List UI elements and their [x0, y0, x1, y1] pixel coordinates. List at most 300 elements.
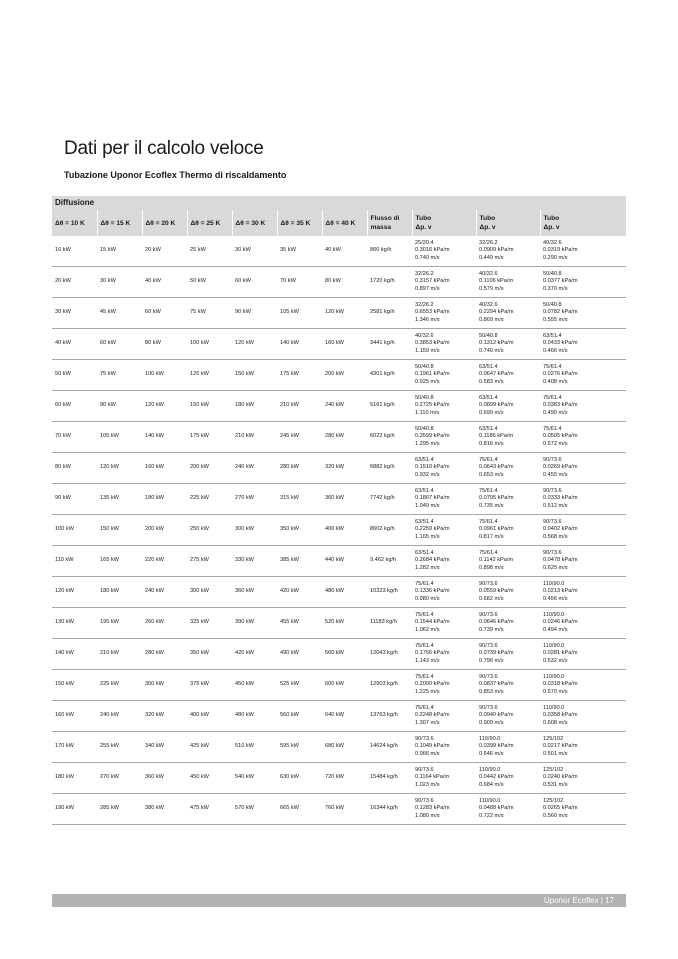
tube-value: 0.646 m/s [479, 750, 504, 757]
table-cell: 760 kW [322, 794, 367, 825]
tube-cell [476, 453, 540, 484]
table-subtitle: Tubazione Uponor Ecoflex Thermo di riscaldamento [64, 170, 287, 180]
table-cell: 130 kW [52, 608, 97, 639]
tube-value: 0.0318 kPa/m [543, 681, 578, 688]
table-cell: 120 kW [97, 453, 142, 484]
tube-value: 90/73.6 [543, 518, 562, 525]
table-cell: 175 kW [277, 360, 322, 391]
tube-value: 0.699 m/s [479, 409, 504, 416]
tube-value: 75/61.4 [415, 704, 434, 711]
tube-cell [540, 701, 626, 732]
page-title: Dati per il calcolo veloce [64, 138, 264, 159]
table-cell: 90 kW [232, 298, 277, 329]
tube-value: 0.0240 kPa/m [543, 774, 578, 781]
tube-value: 0.2248 kPa/m [415, 712, 450, 719]
tube-value: 0.932 m/s [415, 471, 440, 478]
tube-cell [540, 577, 626, 608]
tube-value: 0.568 m/s [543, 533, 568, 540]
table-cell: 200 kW [322, 360, 367, 391]
table-cell: 80 kW [322, 267, 367, 298]
tube-value: 1.295 m/s [415, 440, 440, 447]
table-cell: 665 kW [277, 794, 322, 825]
tube-cell [412, 484, 476, 515]
table-cell: 70 kW [52, 422, 97, 453]
table-cell: 360 kW [142, 763, 187, 794]
table-cell: 2581 kg/h [367, 298, 412, 329]
tube-cell [412, 298, 476, 329]
tube-value: 0.0739 kPa/m [479, 650, 514, 657]
tube-value: 0.0319 kPa/m [543, 247, 578, 254]
tube-value: 0.466 m/s [543, 347, 568, 354]
table-cell: 20 kW [52, 267, 97, 298]
tube-cell [540, 329, 626, 360]
tube-value: 0.0559 kPa/m [479, 588, 514, 595]
table-cell: 455 kW [277, 608, 322, 639]
table-cell: 160 kW [142, 453, 187, 484]
tube-value: 63/51.4 [415, 487, 434, 494]
tube-value: 0.449 m/s [479, 254, 504, 261]
tube-value: 0.0909 kPa/m [479, 247, 514, 254]
tube-value: 40/32.6 [543, 239, 562, 246]
tube-cell [412, 670, 476, 701]
tube-value: 0.817 m/s [479, 533, 504, 540]
tube-cell [476, 577, 540, 608]
table-row [52, 360, 626, 391]
page-footer [52, 894, 626, 907]
table-cell: 120 kW [232, 329, 277, 360]
tube-value: 0.966 m/s [415, 750, 440, 757]
tube-cell [412, 515, 476, 546]
table-cell: 9.462 kg/h [367, 546, 412, 577]
table-cell: 45 kW [97, 298, 142, 329]
column-header: Tubo Δp. v [540, 210, 626, 236]
table-row [52, 639, 626, 670]
tube-value: 0.0488 kPa/m [479, 805, 514, 812]
tube-cell [476, 732, 540, 763]
table-cell: 75 kW [97, 360, 142, 391]
table-cell: 375 kW [187, 670, 232, 701]
table-cell: 150 kW [97, 515, 142, 546]
tube-value: 1.346 m/s [415, 316, 440, 323]
tube-value: 0.1142 kPa/m [479, 557, 514, 564]
tube-value: 75/61.4 [479, 549, 498, 556]
table-cell: 60 kW [232, 267, 277, 298]
tube-cell [476, 794, 540, 825]
tube-cell [476, 701, 540, 732]
tube-value: 110/90.0 [543, 642, 565, 649]
table-cell: 160 kW [52, 701, 97, 732]
tube-value: 90/73.6 [543, 549, 562, 556]
table-cell: 860 kg/h [367, 236, 412, 267]
table-cell: 280 kW [142, 639, 187, 670]
table-cell: 90 kW [52, 484, 97, 515]
tube-value: 0.0433 kPa/m [543, 340, 578, 347]
table-cell: 190 kW [52, 794, 97, 825]
tube-value: 75/61.4 [543, 363, 562, 370]
table-cell: 280 kW [277, 453, 322, 484]
table-cell: 80 kW [52, 453, 97, 484]
tube-cell [476, 763, 540, 794]
tube-value: 0.0643 kPa/m [479, 464, 514, 471]
tube-cell [476, 670, 540, 701]
table-cell: 680 kW [322, 732, 367, 763]
table-row [52, 391, 626, 422]
tube-value: 0.532 m/s [543, 657, 568, 664]
table-cell: 150 kW [187, 391, 232, 422]
table-cell: 420 kW [232, 639, 277, 670]
table-cell: 300 kW [232, 515, 277, 546]
tube-value: 75/61.4 [415, 580, 434, 587]
tube-cell [412, 236, 476, 267]
tube-value: 90/73.6 [543, 456, 562, 463]
table-cell: 160 kW [322, 329, 367, 360]
table-cell: 5161 kg/h [367, 391, 412, 422]
tube-value: 0.501 m/s [543, 750, 568, 757]
table-cell: 240 kW [142, 577, 187, 608]
table-cell: 180 kW [232, 391, 277, 422]
tube-value: 63/51.4 [479, 394, 498, 401]
tube-value: 0.0276 kPa/m [543, 371, 578, 378]
tube-cell [412, 577, 476, 608]
tube-value: 0.1164 kPa/m [415, 774, 450, 781]
table-cell: 12903 kg/h [367, 670, 412, 701]
table-cell: 340 kW [142, 732, 187, 763]
table-cell: 225 kW [97, 670, 142, 701]
tube-value: 0.583 m/s [479, 378, 504, 385]
tube-value: 0.0402 kPa/m [543, 526, 578, 533]
table-cell: 300 kW [142, 670, 187, 701]
tube-value: 90/73.6 [479, 673, 498, 680]
tube-value: 32/26.2 [415, 301, 434, 308]
tube-value: 0.796 m/s [479, 657, 504, 664]
tube-value: 0.2259 kPa/m [415, 526, 450, 533]
tube-value: 75/61.4 [415, 673, 434, 680]
tube-value: 0.1510 kPa/m [415, 464, 450, 471]
table-cell: 240 kW [97, 701, 142, 732]
tube-cell [540, 267, 626, 298]
tube-cell [412, 732, 476, 763]
tube-cell [412, 794, 476, 825]
table-row [52, 670, 626, 701]
table-row [52, 329, 626, 360]
tube-value: 63/51.4 [415, 549, 434, 556]
table-cell: 630 kW [277, 763, 322, 794]
table-cell: 600 kW [322, 670, 367, 701]
tube-value: 0.740 m/s [415, 254, 440, 261]
table-cell: 16344 kg/h [367, 794, 412, 825]
table-cell: 595 kW [277, 732, 322, 763]
tube-cell [540, 298, 626, 329]
tube-value: 125/102 [543, 797, 564, 804]
tube-value: 0.722 m/s [479, 812, 504, 819]
table-row [52, 453, 626, 484]
tube-value: 0.909 m/s [479, 719, 504, 726]
table-cell: 560 kW [277, 701, 322, 732]
table-cell: 380 kW [142, 794, 187, 825]
tube-value: 0.0265 kPa/m [543, 805, 578, 812]
tube-value: 0.897 m/s [415, 285, 440, 292]
tube-value: 0.2000 kPa/m [415, 681, 450, 688]
tube-value: 0.0217 kPa/m [543, 743, 578, 750]
tube-value: 125/102 [543, 735, 564, 742]
table-cell: 640 kW [322, 701, 367, 732]
tube-value: 0.560 m/s [543, 812, 568, 819]
table-cell: 250 kW [187, 515, 232, 546]
table-cell: 125 kW [187, 360, 232, 391]
table-cell: 20 kW [142, 236, 187, 267]
table-cell: 510 kW [232, 732, 277, 763]
tube-value: 50/40.8 [479, 332, 498, 339]
table-cell: 245 kW [277, 422, 322, 453]
tube-value: 32/26.2 [415, 270, 434, 277]
table-cell: 220 kW [142, 546, 187, 577]
table-cell: 60 kW [142, 298, 187, 329]
tube-value: 0.3599 kPa/m [415, 433, 450, 440]
table-row [52, 608, 626, 639]
tube-value: 63/51.4 [415, 518, 434, 525]
tube-value: 110/90.0 [479, 766, 501, 773]
table-cell: 120 kW [142, 391, 187, 422]
table-cell: 150 kW [52, 670, 97, 701]
table-cell: 100 kW [52, 515, 97, 546]
tube-cell [476, 515, 540, 546]
tube-value: 0.3016 kPa/m [415, 247, 450, 254]
table-cell: 60 kW [52, 391, 97, 422]
table-cell: 475 kW [187, 794, 232, 825]
tube-cell [540, 546, 626, 577]
table-row [52, 422, 626, 453]
table-cell: 350 kW [277, 515, 322, 546]
tube-value: 0.0333 kPa/m [543, 495, 578, 502]
tube-value: 0.0269 kPa/m [543, 464, 578, 471]
quick-calc-table [52, 196, 626, 825]
tube-cell [476, 360, 540, 391]
table-cell: 260 kW [142, 608, 187, 639]
tube-cell [476, 608, 540, 639]
tube-value: 0.572 m/s [543, 440, 568, 447]
table-row [52, 546, 626, 577]
table-cell: 100 kW [142, 360, 187, 391]
table-cell: 570 kW [232, 794, 277, 825]
table-cell: 195 kW [97, 608, 142, 639]
table-cell: 11183 kg/h [367, 608, 412, 639]
tube-cell [540, 763, 626, 794]
table-cell: 280 kW [322, 422, 367, 453]
tube-value: 63/51.4 [479, 363, 498, 370]
table-cell: 175 kW [187, 422, 232, 453]
tube-value: 0.0647 kPa/m [479, 371, 514, 378]
tube-value: 1.080 m/s [415, 812, 440, 819]
column-header: Δθ = 35 K [277, 210, 322, 236]
table-row [52, 298, 626, 329]
tube-cell [412, 422, 476, 453]
table-cell: 520 kW [322, 608, 367, 639]
column-header: Δθ = 20 K [142, 210, 187, 236]
tube-value: 1.110 m/s [415, 409, 440, 416]
tube-value: 0.0377 kPa/m [543, 278, 578, 285]
tube-value: 0.1312 kPa/m [479, 340, 514, 347]
table-cell: 210 kW [277, 391, 322, 422]
table-cell: 210 kW [232, 422, 277, 453]
table-cell: 360 kW [232, 577, 277, 608]
tube-value: 0.555 m/s [543, 316, 568, 323]
tube-value: 0.898 m/s [479, 564, 504, 571]
table-row [52, 267, 626, 298]
tube-value: 90/73.6 [415, 766, 434, 773]
table-cell: 6882 kg/h [367, 453, 412, 484]
table-cell: 50 kW [52, 360, 97, 391]
tube-value: 0.512 m/s [543, 502, 568, 509]
table-cell: 480 kW [322, 577, 367, 608]
tube-cell [540, 608, 626, 639]
tube-cell [540, 236, 626, 267]
table-row [52, 763, 626, 794]
tube-value: 0.0478 kPa/m [543, 557, 578, 564]
tube-value: 0.0795 kPa/m [479, 495, 514, 502]
tube-value: 0.2725 kPa/m [415, 402, 450, 409]
tube-value: 0.869 m/s [479, 316, 504, 323]
tube-value: 0.1106 kPa/m [479, 278, 514, 285]
tube-cell [412, 453, 476, 484]
tube-value: 90/73.6 [479, 704, 498, 711]
tube-value: 0.0281 kPa/m [543, 650, 578, 657]
tube-value: 1.062 m/s [415, 626, 440, 633]
table-row [52, 484, 626, 515]
group-header: Diffusione [52, 196, 626, 210]
tube-value: 75/61.4 [415, 642, 434, 649]
tube-value: 0.0837 kPa/m [479, 681, 514, 688]
table-cell: 40 kW [322, 236, 367, 267]
tube-value: 0.0246 kPa/m [543, 619, 578, 626]
table-cell: 105 kW [97, 422, 142, 453]
tube-value: 90/73.6 [479, 642, 498, 649]
tube-cell [476, 639, 540, 670]
table-cell: 170 kW [52, 732, 97, 763]
tube-value: 75/61.4 [479, 518, 498, 525]
table-cell: 10 kW [52, 236, 97, 267]
footer-label: Uponor Ecoflex | 17 [543, 896, 614, 905]
table-cell: 14624 kg/h [367, 732, 412, 763]
tube-value: 0.2294 kPa/m [479, 309, 514, 316]
table-cell: 30 kW [52, 298, 97, 329]
table-cell: 255 kW [97, 732, 142, 763]
tube-value: 1.143 m/s [415, 657, 440, 664]
table-cell: 270 kW [232, 484, 277, 515]
tube-cell [540, 639, 626, 670]
table-cell: 80 kW [142, 329, 187, 360]
table-cell: 425 kW [187, 732, 232, 763]
table-cell: 30 kW [232, 236, 277, 267]
tube-cell [540, 732, 626, 763]
table-row [52, 794, 626, 825]
tube-value: 0.740 m/s [479, 347, 504, 354]
tube-value: 1.159 m/s [415, 347, 440, 354]
table-cell: 390 kW [232, 608, 277, 639]
tube-value: 0.370 m/s [543, 285, 568, 292]
table-cell: 4301 kg/h [367, 360, 412, 391]
table-row [52, 732, 626, 763]
tube-cell [540, 670, 626, 701]
tube-value: 50/40.8 [415, 394, 434, 401]
tube-value: 1.023 m/s [415, 781, 440, 788]
table-cell: 60 kW [97, 329, 142, 360]
table-cell: 440 kW [322, 546, 367, 577]
tube-value: 90/73.6 [543, 487, 562, 494]
table-row [52, 236, 626, 267]
tube-cell [412, 639, 476, 670]
table-cell: 325 kW [187, 608, 232, 639]
table-cell: 450 kW [232, 670, 277, 701]
column-header: Flusso di massa [367, 210, 412, 236]
tube-value: 32/26.2 [479, 239, 498, 246]
tube-cell [476, 484, 540, 515]
tube-cell [540, 453, 626, 484]
table-cell: 15484 kg/h [367, 763, 412, 794]
tube-value: 110/90.0 [543, 580, 565, 587]
tube-value: 40/32.6 [479, 270, 498, 277]
table-cell: 330 kW [232, 546, 277, 577]
tube-value: 0.682 m/s [479, 595, 504, 602]
tube-value: 0.579 m/s [479, 285, 504, 292]
tube-value: 0.3853 kPa/m [415, 340, 450, 347]
column-header: Δθ = 15 K [97, 210, 142, 236]
table-cell: 180 kW [97, 577, 142, 608]
tube-value: 0.290 m/s [543, 254, 568, 261]
tube-value: 50/40.8 [543, 270, 562, 277]
tube-cell [540, 484, 626, 515]
tube-cell [476, 298, 540, 329]
tube-value: 0.455 m/s [543, 471, 568, 478]
tube-value: 0.735 m/s [479, 502, 504, 509]
table-cell: 225 kW [187, 484, 232, 515]
tube-value: 0.1766 kPa/m [415, 650, 450, 657]
tube-value: 0.0383 kPa/m [543, 402, 578, 409]
table-cell: 135 kW [97, 484, 142, 515]
tube-cell [412, 701, 476, 732]
table-cell: 400 kW [187, 701, 232, 732]
table-cell: 180 kW [142, 484, 187, 515]
column-header: Δθ = 25 K [187, 210, 232, 236]
tube-value: 90/73.6 [415, 735, 434, 742]
table-cell: 165 kW [97, 546, 142, 577]
table-cell: 385 kW [277, 546, 322, 577]
tube-value: 90/73.6 [479, 611, 498, 618]
tube-value: 110/90.0 [543, 673, 565, 680]
tube-value: 0.3157 kPa/m [415, 278, 450, 285]
table-cell: 320 kW [142, 701, 187, 732]
tube-value: 0.490 m/s [543, 409, 568, 416]
table-cell: 40 kW [142, 267, 187, 298]
tube-cell [476, 422, 540, 453]
tube-value: 0.0399 kPa/m [479, 743, 514, 750]
tube-value: 0.6553 kPa/m [415, 309, 450, 316]
tube-value: 0.925 m/s [415, 378, 440, 385]
tube-value: 90/73.6 [415, 797, 434, 804]
tube-value: 125/102 [543, 766, 564, 773]
tube-value: 0.1961 kPa/m [415, 371, 450, 378]
tube-value: 1.165 m/s [415, 533, 440, 540]
table-cell: 6022 kg/h [367, 422, 412, 453]
tube-value: 0.0782 kPa/m [543, 309, 578, 316]
table-cell: 70 kW [277, 267, 322, 298]
tube-value: 40/32.6 [479, 301, 498, 308]
table-cell: 420 kW [277, 577, 322, 608]
tube-value: 63/51.4 [479, 425, 498, 432]
table-cell: 490 kW [277, 639, 322, 670]
tube-cell [476, 391, 540, 422]
table-cell: 1720 kg/h [367, 267, 412, 298]
table-cell: 30 kW [97, 267, 142, 298]
